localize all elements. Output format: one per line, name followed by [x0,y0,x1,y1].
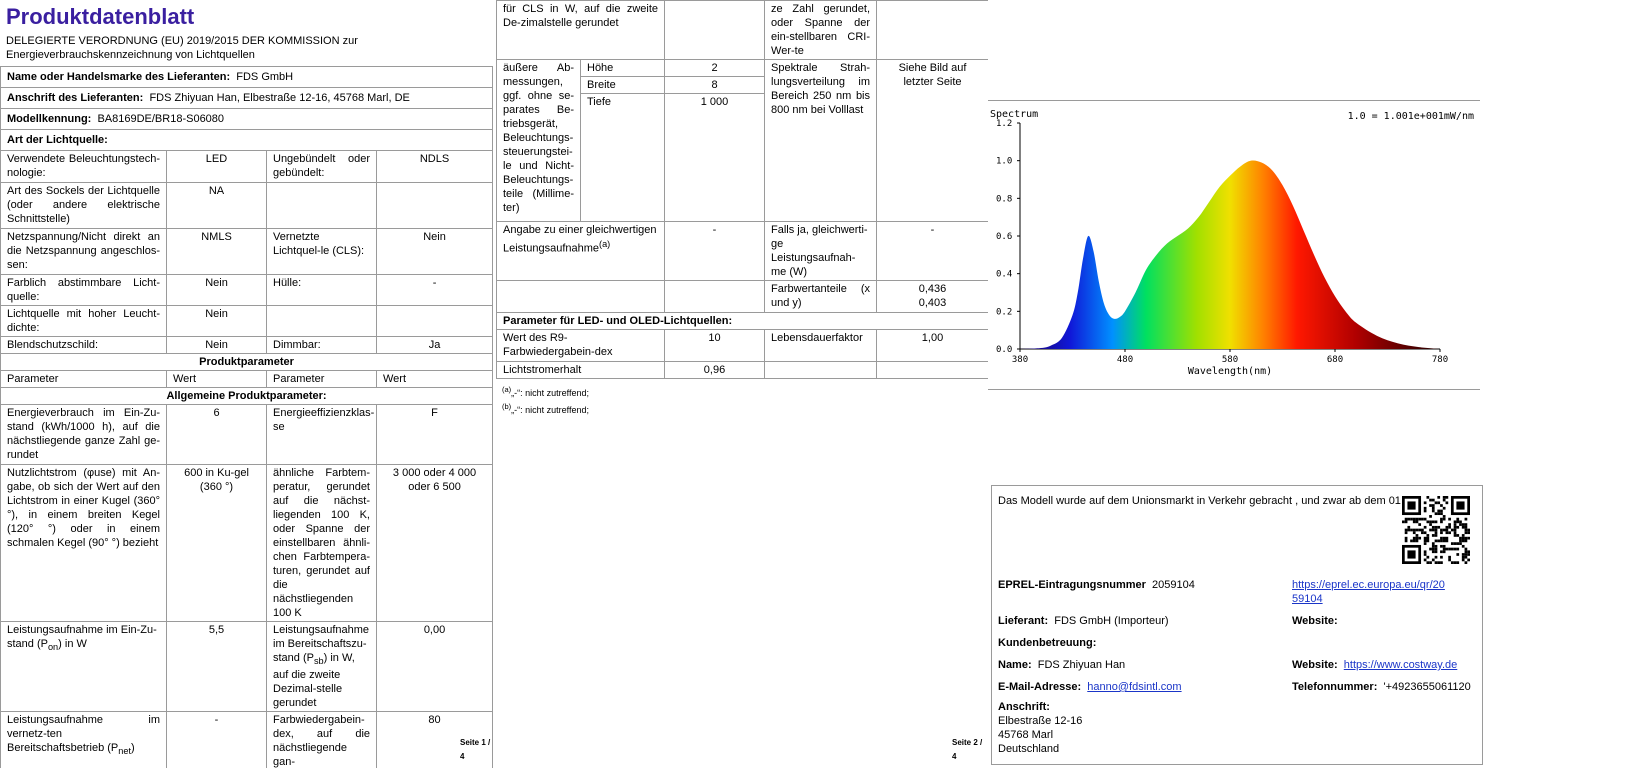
light-source-type-heading: Art der Lichtquelle: [1,130,493,151]
eprel-reg-label: EPREL-Eintragungsnummer [998,579,1146,591]
regulation-intro: DELEGIERTE VERORDNUNG (EU) 2019/2015 DER KOMMISSION zur Energieverbrauchskennzeichnung von Lichtquellen [6,35,358,61]
y-tick-label: 1.0 [996,156,1013,167]
chroma-y: 0,403 [918,297,947,309]
spectrum-chart [988,100,1480,390]
table-cell: NA [167,183,267,229]
table-cell: F [377,405,493,465]
standby-label: Leistungsaufnahme im Bereitschaftszu-stand (P [273,624,370,664]
column-header: Parameter [267,371,377,388]
table-cell [377,183,493,229]
table-cell: NDLS [377,151,493,183]
eprel-link[interactable] [1292,578,1445,606]
standby-sub: sb [313,656,324,667]
model-label: Modellkennung: [7,113,92,125]
email-link[interactable]: hanno@fdsintl.com [1087,681,1182,693]
table-cell: Netzspannung/Nicht direkt an die Netzspannung angeschlos-sen: [1,229,167,275]
eprel-link-line1[interactable]: https://eprel.ec.europa.eu/qr/20 [1292,579,1445,591]
table-cell: Hülle: [267,275,377,306]
general-params-heading: Allgemeine Produktparameter: [1,388,493,405]
table-row [1,337,493,354]
footnote-b-text: „-“: nicht zutreffend; [511,405,590,415]
table-cell [877,1,989,60]
table-cell: ähnliche Farbtem-peratur, gerundet auf die nächst-liegenden 100 K, oder Spanne der einstellbaren ähnli-chen Farbtempera-turen, gerundet auf die nächstliegenden 100 K [267,465,377,622]
table-cell: Breite [581,77,665,94]
y-tick-label: 0.6 [996,232,1013,242]
supplier-label: Name oder Handelsmarke des Lieferanten: [7,71,231,83]
footnote-a [502,383,982,400]
power-on-suffix: ) in W [58,638,87,650]
table-row [497,362,989,379]
column-header: Wert [377,371,493,388]
table-cell: Höhe [581,60,665,77]
model-value: BA8169DE/BR18-S06080 [97,113,225,125]
datasheet-page-1 [0,0,492,768]
x-tick-label: 580 [1221,355,1239,365]
table-cell: 80 [377,712,493,768]
y-tick-label: 0.4 [996,269,1013,280]
table-cell [765,362,877,379]
address-line3: Deutschland [998,743,1060,755]
table-cell: Nein [377,229,493,275]
table-cell: Energieverbrauch im Ein-Zu-stand (kWh/1000 h), auf die nächstliegende ganze Zahl ge-rundet [1,405,167,465]
table-cell: 1 000 [665,94,765,222]
table-cell: - [167,712,267,768]
table-cell: Wert des R9-Farbwiedergabein-dex [497,330,665,362]
power-on-sub: on [47,642,59,653]
table-cell: 6 [167,405,267,465]
eprel-link-line2[interactable]: 59104 [1292,593,1323,605]
table-row [1,465,493,622]
table-cell [377,306,493,337]
table-cell: Verwendete Beleuchtungstech-nologie: [1,151,167,183]
table-row [1,405,493,465]
table-cell: 2 [665,60,765,77]
table-cell: Nutzlichtstrom (φuse) mit An-gabe, ob sich der Wert auf den Lichtstrom in einer Kugel (360° °), in einem breiten Kegel (120° °) oder in einem schmalen Kegel (90° °) bezieht [1,465,167,622]
spectrum-area [1020,160,1440,349]
power-on-label: Leistungsaufnahme im Ein-Zu-stand (P [7,624,157,650]
table-cell: Siehe Bild auf letzter Seite [877,60,989,222]
eprel-supplier-label: Lieferant: [998,615,1049,627]
table-cell [877,362,989,379]
table-cell [267,183,377,229]
column-header: Parameter [1,371,167,388]
y-tick-label: 0.0 [996,345,1013,355]
table-cell [665,281,765,313]
table-cell: 0,00 [377,622,493,712]
contact-name-value: FDS Zhiyuan Han [1037,659,1126,671]
spectrum-svg [988,101,1480,391]
table-cell: Lichtquelle mit hoher Leucht-dichte: [1,306,167,337]
website2-label: Website: [1292,659,1338,671]
product-params-heading: Produktparameter [1,354,493,371]
table-cell: Nein [167,306,267,337]
table-cell: 3 000 oder 4 000 oder 6 500 [377,465,493,622]
table-cell: NMLS [167,229,267,275]
y-tick-label: 0.8 [996,194,1013,205]
table-cell: Blendschutzschild: [1,337,167,354]
table-cell: Farbwiedergabein-dex, auf die nächstliegende gan- [267,712,377,768]
table-cell: Nein [167,275,267,306]
table-cell: - [877,222,989,281]
website-link[interactable]: https://www.costway.de [1343,659,1458,671]
net-sub: net [118,746,132,757]
x-tick-label: 780 [1431,355,1449,365]
chart-scale-note: 1.0 = 1.001e+001mW/nm [1347,111,1474,122]
page-footer: Seite 1 / 4 [460,738,491,761]
table-row [1,183,493,229]
led-params-heading: Parameter für LED- und OLED-Lichtquellen: [497,313,989,330]
table-cell [497,281,665,313]
market-text: Das Modell wurde auf dem Unionsmarkt in Verkehr gebracht , und zwar ab dem 01 [998,495,1401,507]
table-row [1,229,493,275]
table-row [497,281,989,313]
table-cell: 5,5 [167,622,267,712]
table-cell [1,712,167,768]
table-cell: Spektrale Strah-lungsverteilung im Bereich 250 nm bis 800 nm bei Volllast [765,60,877,222]
footnote-a-text: „-“: nicht zutreffend; [511,388,590,398]
table-cell [267,306,377,337]
table-row [1,622,493,712]
table-cell: Tiefe [581,94,665,222]
table-row [1,151,493,183]
x-tick-label: 380 [1011,355,1029,365]
x-axis-label: Wavelength(nm) [1187,366,1273,377]
website2-row [1292,658,1457,672]
table-cell [877,281,989,313]
table-cell [665,1,765,60]
table-cell: Art des Sockels der Lichtquelle (oder andere elektrische Schnittstelle) [1,183,167,229]
table-cell: für CLS in W, auf die zweite De-zimalstelle gerundet [497,1,665,60]
table-cell: 0,96 [665,362,765,379]
phone-row [1292,680,1471,694]
table-cell: ze Zahl gerundet, oder Spanne der ein-stellbaren CRI-Wer-te [765,1,877,60]
table-cell: Vernetzte Lichtquel-le (CLS): [267,229,377,275]
y-tick-label: 0.2 [996,307,1013,318]
table-cell: - [377,275,493,306]
product-params-table-continued [496,0,989,379]
table-cell: Farbwertanteile (x und y) [765,281,877,313]
chroma-x: 0,436 [918,283,947,295]
net-suffix: ) [131,742,135,755]
standby-suffix: ) in W, auf die zweite Dezimal-stelle gerundet [273,652,355,710]
table-cell [267,622,377,712]
table-cell: 600 in Ku-gel (360 °) [167,465,267,622]
address-label: Anschrift des Lieferanten: [7,92,144,104]
datasheet-page-3 [988,0,1644,768]
table-row [497,330,989,362]
x-tick-label: 680 [1326,355,1344,365]
footnote-a-mark: (a) [502,385,512,394]
address-line2: 45768 Marl [998,729,1054,741]
contact-name-row [998,658,1125,672]
net-label: Leistungsaufnahme im vernetz-ten Bereitschaftsbetrieb (P [7,714,160,755]
datasheet-page-2 [496,0,988,768]
table-cell: Lichtstromerhalt [497,362,665,379]
y-tick-label: 1.2 [996,119,1013,129]
page-title: Produktdatenblatt [6,4,195,29]
table-row [497,60,989,77]
table-cell: Ungebündelt oder gebündelt: [267,151,377,183]
table-cell: Dimmbar: [267,337,377,354]
table-cell: 10 [665,330,765,362]
table-cell [497,222,665,281]
email-label: E-Mail-Adresse: [998,681,1082,693]
table-cell: 8 [665,77,765,94]
eprel-reg-row [998,578,1195,592]
eprel-reg-value: 2059104 [1152,579,1195,591]
chart-title: Spectrum [990,109,1039,120]
equiv-label: Angabe zu einer gleichwertigen Leistungsaufnahme [503,224,657,255]
eprel-supplier-value: FDS GmbH (Importeur) [1054,615,1169,627]
table-row [1,306,493,337]
table-row [497,222,989,281]
table-row [1,712,493,768]
website-label: Website: [1292,615,1338,627]
table-cell: Falls ja, gleichwerti-ge Leistungsaufnah-me (W) [765,222,877,281]
table-row [497,1,989,60]
x-tick-label: 480 [1116,355,1134,365]
table-cell: Lebensdauerfaktor [765,330,877,362]
table-cell: Ja [377,337,493,354]
table-cell: Nein [167,337,267,354]
supplier-table [0,66,493,768]
footnotes [496,379,988,421]
address-line1: Elbestraße 12-16 [998,715,1083,727]
table-cell: Farblich abstimmbare Licht-quelle: [1,275,167,306]
customer-service-label: Kundenbetreuung: [998,637,1097,649]
table-cell: Energieeffizienzklas-se [267,405,377,465]
eprel-info-box [991,485,1483,765]
supplier-value: FDS GmbH [236,71,294,83]
qr-code-icon[interactable] [1402,496,1470,564]
table-cell: LED [167,151,267,183]
footnote-b [502,400,982,417]
param-header-row [1,371,493,388]
address-value: FDS Zhiyuan Han, Elbestraße 12-16, 45768 Marl, DE [149,92,410,104]
phone-label: Telefonnummer: [1292,681,1378,693]
address-label: Anschrift: [998,701,1050,713]
contact-name-label: Name: [998,659,1032,671]
column-header: Wert [167,371,267,388]
table-row [1,275,493,306]
table-cell [1,622,167,712]
table-cell: - [665,222,765,281]
email-row [998,680,1182,694]
equiv-sup: (a) [599,239,611,249]
footnote-b-mark: (b) [502,402,512,411]
table-cell: äußere Ab-messungen, ggf. ohne se-parates Be-triebsgerät, Beleuchtungs-steuerungstei-le und Nicht-Beleuchtungs-teile (Millime-ter) [497,60,581,222]
phone-value: '+4923655061120 [1383,681,1471,693]
page-footer: Seite 2 / 4 [952,738,983,761]
table-cell: 1,00 [877,330,989,362]
supplier-row [998,614,1169,628]
